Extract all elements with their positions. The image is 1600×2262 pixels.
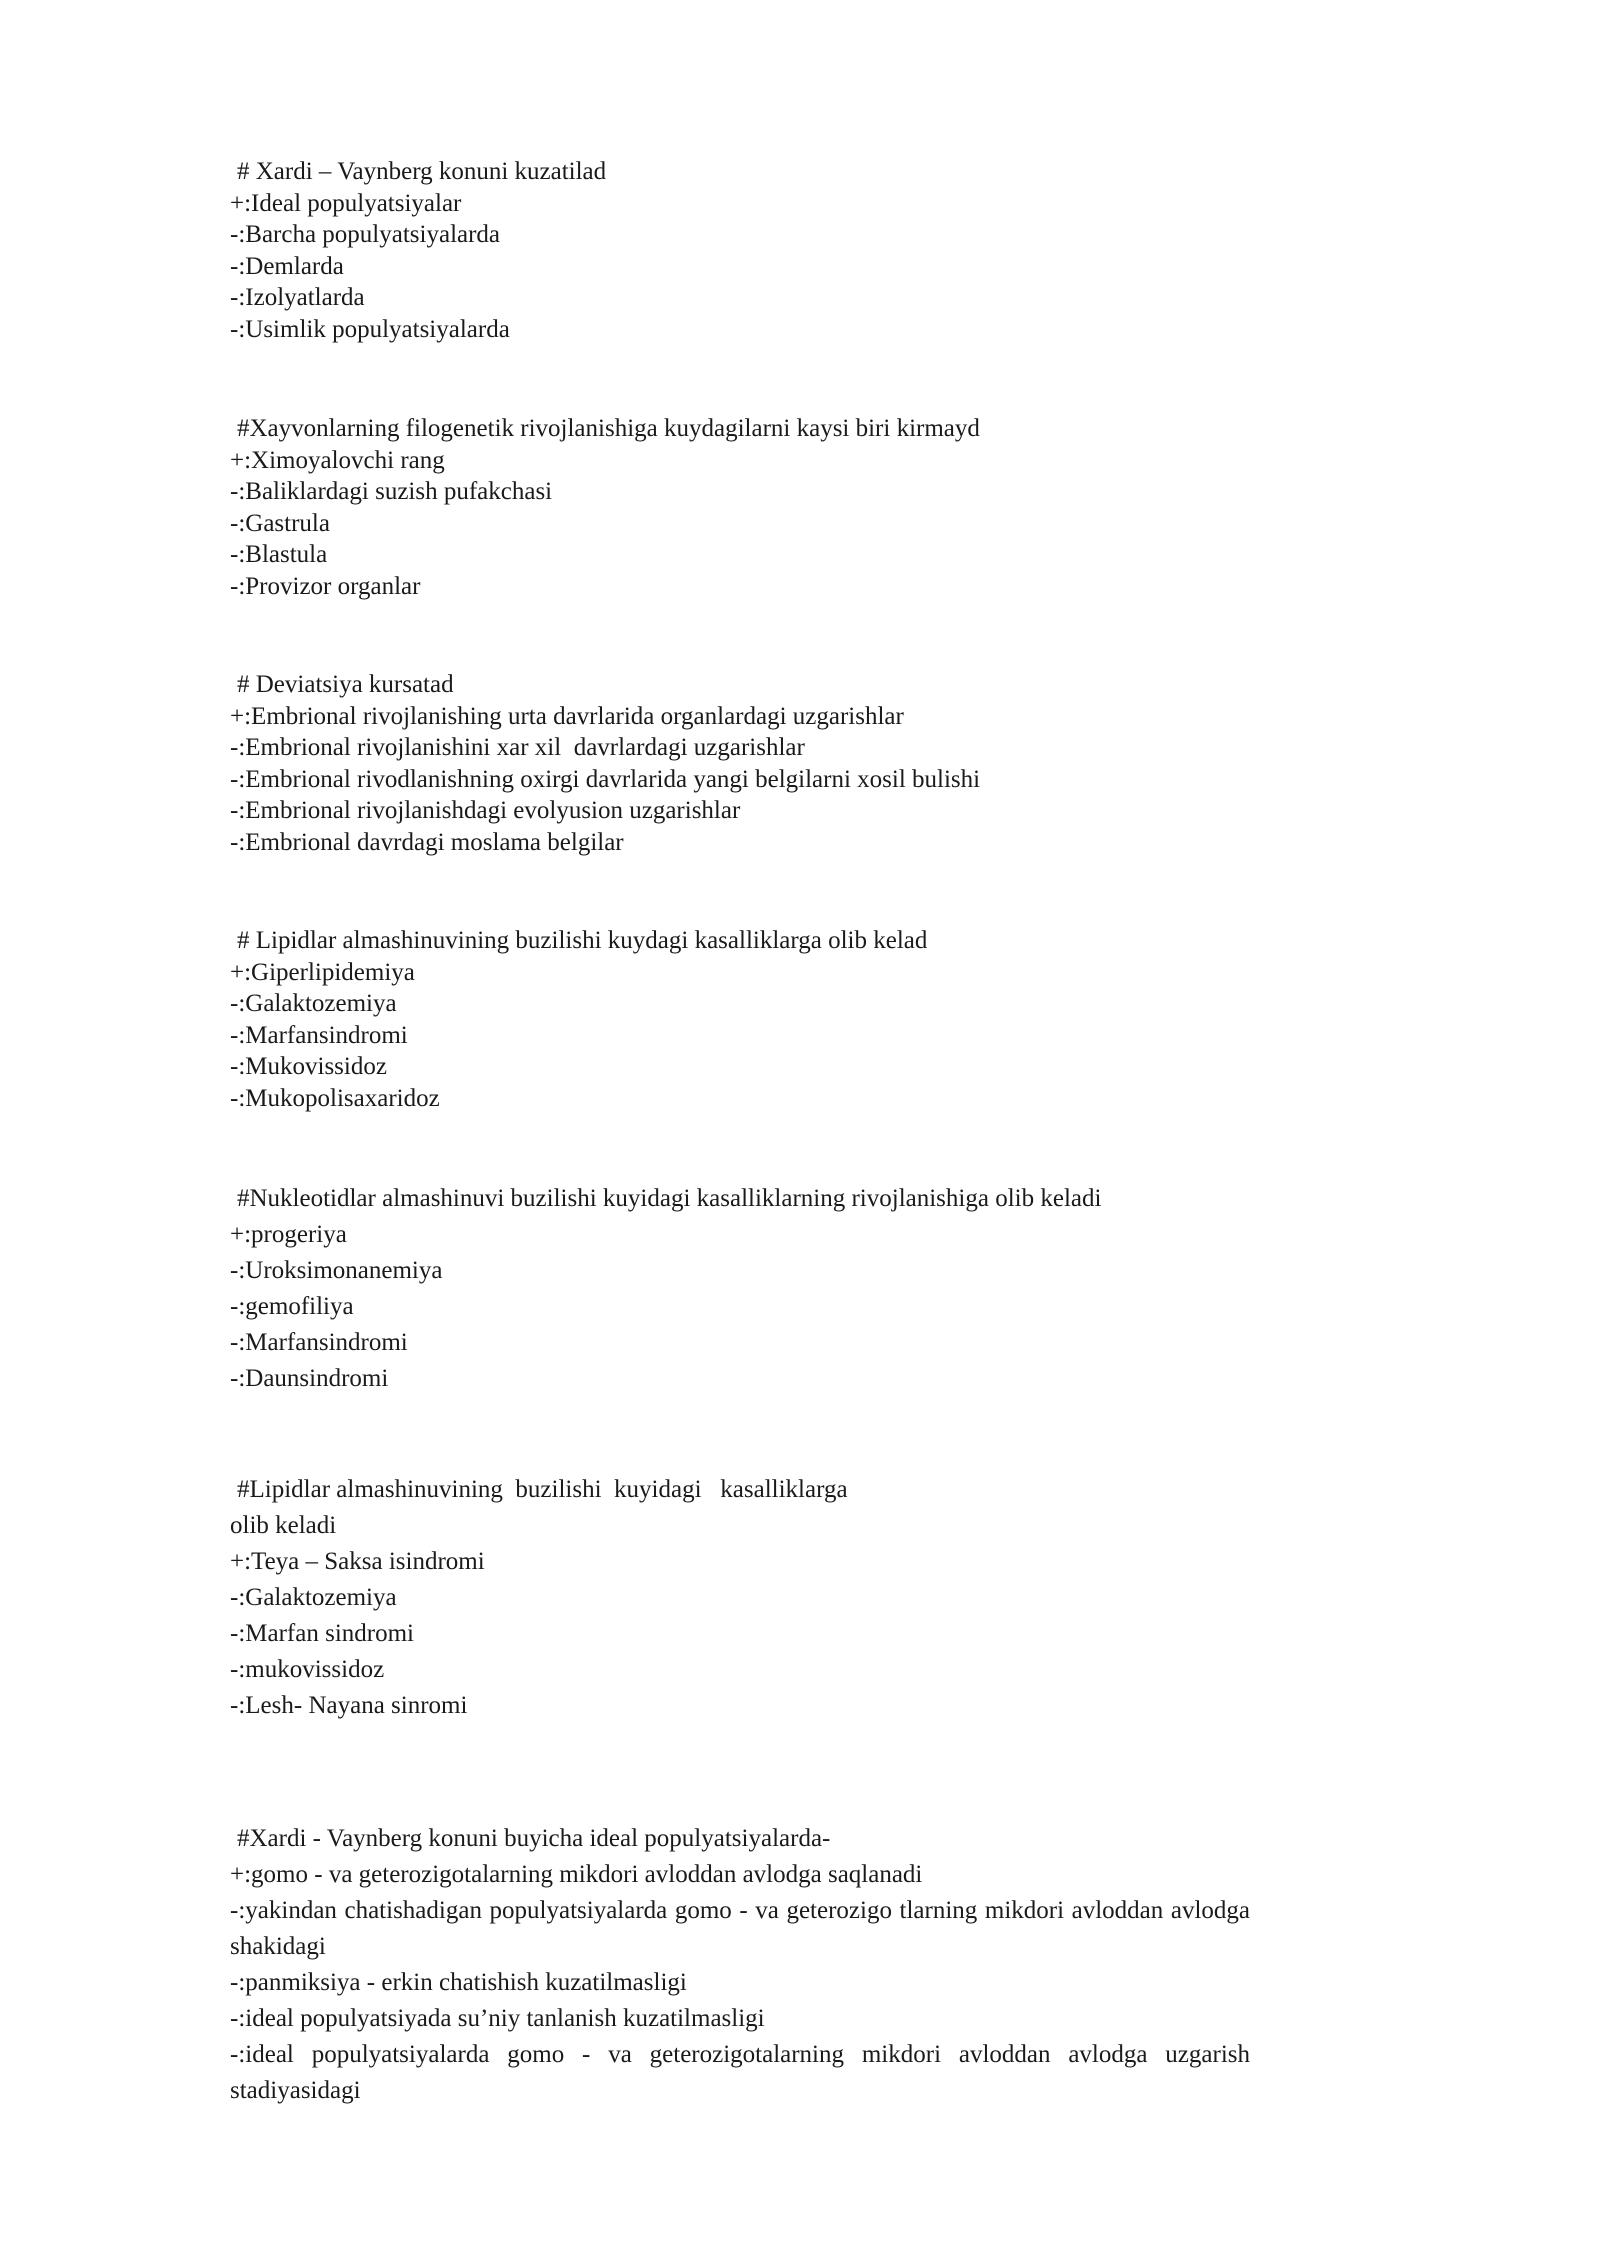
answer-option: -:Gastrula xyxy=(230,509,330,537)
answer-option: -:Embrional davrdagi moslama belgilar xyxy=(230,828,624,856)
question-text-continued: olib keladi xyxy=(230,1512,337,1539)
answer-option: -:Embrional rivodlanishning oxirgi davrlarida yangi belgilarni xosil bulishi xyxy=(230,765,981,793)
answer-option: -:mukovissidoz xyxy=(230,1656,385,1683)
question-text: #Nukleotidlar almashinuvi buzilishi kuyidagi kasalliklarning rivojlanishiga olib keladi xyxy=(237,1185,1102,1212)
answer-option: -:Izolyatlarda xyxy=(230,284,365,311)
answer-correct: +:Embrional rivojlanishing urta davrlarida organlardagi uzgarishlar xyxy=(230,702,904,730)
answer-correct: +:Giperlipidemiya xyxy=(230,958,415,986)
answer-option: -:Marfan sindromi xyxy=(230,1620,414,1647)
answer-correct: +:Ximoyalovchi rang xyxy=(230,446,445,474)
answer-option: -:Galaktozemiya xyxy=(230,1584,397,1611)
answer-correct: +:gomo - va geterozigotalarning mikdori avloddan avlodga saqlanadi xyxy=(230,1861,923,1888)
question-block-6 xyxy=(230,1472,1250,1724)
answer-option: -:Lesh- Nayana sinromi xyxy=(230,1692,468,1719)
question-text: #Xayvonlarning filogenetik rivojlanishiga kuydagilarni kaysi biri kirmayd xyxy=(237,415,980,442)
answer-option: -:Blastula xyxy=(230,541,328,568)
question-block-2 xyxy=(230,413,1250,602)
answer-correct: +:Teya – Saksa isindromi xyxy=(230,1548,485,1575)
question-text: #Lipidlar almashinuvining buzilishi kuyidagi kasalliklarga xyxy=(237,1476,848,1503)
answer-option: -:Embrional rivojlanishini xar xil davrlardagi uzgarishlar xyxy=(230,734,805,761)
answer-correct: +:progeriya xyxy=(230,1221,347,1248)
answer-option: -:Uroksimonanemiya xyxy=(230,1257,443,1284)
answer-option: -:Marfansindromi xyxy=(230,1329,408,1356)
answer-option: -:yakindan chatishadigan populyatsiyalarda gomo - va geterozigo tlarning mikdori avloddan avlodga shakidagi xyxy=(230,1897,1257,1960)
answer-option: -:Galaktozemiya xyxy=(230,990,397,1017)
answer-correct: +:Ideal populyatsiyalar xyxy=(230,189,462,217)
question-text: # Lipidlar almashinuvining buzilishi kuydagi kasalliklarga olib kelad xyxy=(237,927,928,954)
answer-option: -:Mukovissidoz xyxy=(230,1053,387,1080)
answer-option: -:Demlarda xyxy=(230,252,344,280)
answer-option: -:Marfansindromi xyxy=(230,1021,408,1049)
answer-option: -:ideal populyatsiyalarda gomo - va geterozigotalarning mikdori avloddan avlodga uzgarish stadiyasidagi xyxy=(230,2041,1257,2104)
question-text: #Xardi - Vaynberg konuni buyicha ideal populyatsiyalarda- xyxy=(237,1825,831,1852)
answer-option: -:panmiksiya - erkin chatishish kuzatilmasligi xyxy=(230,1969,687,1996)
answer-option: -:Mukopolisaxaridoz xyxy=(230,1084,440,1112)
question-block-4 xyxy=(230,925,1250,1114)
answer-option: -:ideal populyatsiyada su’niy tanlanish kuzatilmasligi xyxy=(230,2005,765,2032)
answer-option: -:Daunsindromi xyxy=(230,1365,389,1392)
answer-option: -:gemofiliya xyxy=(230,1293,354,1320)
answer-option: -:Usimlik populyatsiyalarda xyxy=(230,315,510,343)
question-block-5 xyxy=(230,1181,1250,1397)
question-block-1 xyxy=(230,156,1250,345)
question-text: # Deviatsiya kursatad xyxy=(237,671,454,698)
answer-option: -:Embrional rivojlanishdagi evolyusion uzgarishlar xyxy=(230,797,741,824)
question-text: # Xardi – Vaynberg konuni kuzatilad xyxy=(237,158,607,185)
answer-option: -:Provizor organlar xyxy=(230,572,421,600)
question-block-3 xyxy=(230,669,1250,858)
question-block-7 xyxy=(230,1821,1257,2109)
answer-option: -:Barcha populyatsiyalarda xyxy=(230,221,501,248)
answer-option: -:Baliklardagi suzish pufakchasi xyxy=(230,478,553,505)
